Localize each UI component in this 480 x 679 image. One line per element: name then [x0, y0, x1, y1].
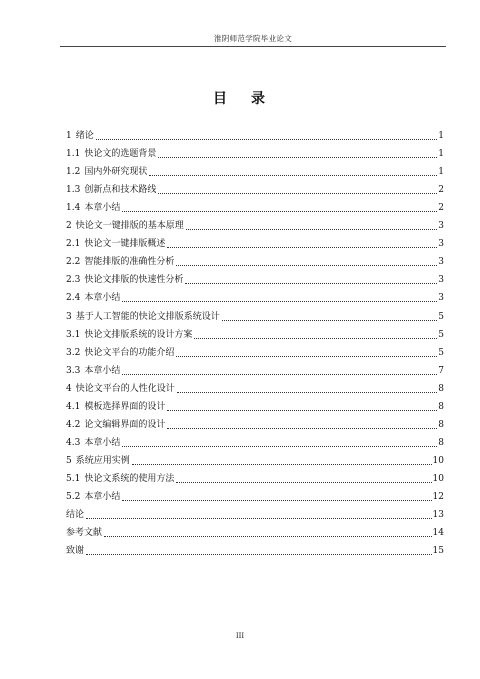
toc-entry-page: 8 [438, 401, 444, 412]
toc-entry[interactable] [66, 485, 444, 503]
toc-entry[interactable] [66, 178, 444, 196]
toc-entry-page: 13 [432, 510, 444, 521]
toc-dot-leader [122, 500, 431, 501]
toc-dot-leader [86, 518, 432, 519]
toc-entry-title: 本章小结 [84, 365, 121, 376]
toc-entry-page: 3 [438, 257, 444, 268]
toc-entry-number: 2 [66, 221, 72, 232]
toc-entry-title: 模板选择界面的设计 [84, 401, 166, 412]
toc-entry-title: 快论文排版系统的设计方案 [84, 329, 193, 340]
toc-entry[interactable] [66, 431, 444, 449]
toc-entry-number: 4.2 [66, 419, 81, 430]
toc-entry[interactable] [66, 539, 444, 557]
toc-entry-number: 4 [66, 383, 72, 394]
toc-entry-number: 5.1 [66, 473, 81, 484]
toc-dot-leader [96, 139, 438, 140]
toc-entry[interactable] [66, 395, 444, 413]
toc-entry-page: 10 [432, 473, 444, 484]
toc-entry-number: 3.2 [66, 347, 81, 358]
toc-entry[interactable] [66, 160, 444, 178]
toc-entry-title: 快论文排版的快速性分析 [84, 275, 184, 286]
toc-entry-number: 2.4 [66, 293, 81, 304]
toc-dot-leader [86, 554, 432, 555]
toc-dot-leader [176, 265, 437, 266]
toc-title [0, 88, 480, 108]
toc-dot-leader [104, 536, 432, 537]
toc-entry-page: 7 [438, 365, 444, 376]
toc-entry[interactable] [66, 214, 444, 232]
toc-entry-number: 3 [66, 311, 72, 322]
toc-entry-title: 创新点和技术路线 [84, 185, 157, 196]
toc-entry[interactable] [66, 286, 444, 304]
toc-dot-leader [149, 175, 437, 176]
toc-entry-page: 1 [438, 131, 444, 142]
toc-entry-page: 15 [432, 546, 444, 557]
toc-entry-page: 2 [438, 203, 444, 214]
toc-entry-page: 3 [438, 275, 444, 286]
toc-dot-leader [176, 482, 431, 483]
toc-entry[interactable] [66, 377, 444, 395]
toc-entry-number: 1.2 [66, 167, 81, 178]
toc-entry[interactable] [66, 467, 444, 485]
running-header: 淮阴师范学院毕业论文 [214, 34, 292, 43]
toc-entry-title: 本章小结 [84, 491, 121, 502]
toc-dot-leader [122, 211, 437, 212]
toc-entry-title: 论文编辑界面的设计 [84, 419, 166, 430]
toc-dot-leader [122, 374, 437, 375]
toc-entry-title: 快论文的选题背景 [84, 149, 157, 160]
toc-entry-page: 2 [438, 185, 444, 196]
toc-entry-number: 1 [66, 131, 72, 142]
toc-entry-page: 5 [438, 311, 444, 322]
toc-entry-title: 快论文一键排版概述 [84, 239, 166, 250]
toc-entry-number: 2.1 [66, 239, 81, 250]
toc-dot-leader [185, 283, 437, 284]
toc-entry-title: 致谢 [66, 546, 85, 557]
toc-entry-title: 系统应用实例 [75, 455, 130, 466]
toc-entry-page: 8 [438, 437, 444, 448]
toc-entry-title: 本章小结 [84, 203, 121, 214]
toc-entry[interactable] [66, 503, 444, 521]
toc-dot-leader [122, 301, 437, 302]
header-divider [60, 46, 446, 47]
page-number: III [235, 632, 245, 640]
toc-entry-page: 5 [438, 347, 444, 358]
toc-dot-leader [186, 229, 438, 230]
toc-entry-page: 1 [438, 149, 444, 160]
toc-entry-number: 1.1 [66, 149, 81, 160]
toc-entry-title: 快论文平台的功能介绍 [84, 347, 175, 358]
toc-entry-number: 4.3 [66, 437, 81, 448]
toc-entry-title: 快论文平台的人性化设计 [75, 383, 175, 394]
toc-entry-number: 1.4 [66, 203, 81, 214]
toc-entry-title: 快论文系统的使用方法 [84, 473, 175, 484]
toc-entry-title: 本章小结 [84, 437, 121, 448]
toc-entry[interactable] [66, 323, 444, 341]
toc-dot-leader [122, 446, 437, 447]
toc-entry[interactable] [66, 449, 444, 467]
toc-entry[interactable] [66, 521, 444, 539]
toc-entry[interactable] [66, 124, 444, 142]
toc-entry-title: 结论 [66, 510, 85, 521]
toc-entry[interactable] [66, 268, 444, 286]
toc-entry-title: 绪论 [75, 131, 94, 142]
toc-entry-title: 国内外研究现状 [84, 167, 148, 178]
toc-entry-page: 5 [438, 329, 444, 340]
toc-entry-number: 5.2 [66, 491, 81, 502]
toc-entry[interactable] [66, 304, 444, 322]
toc-title-left: 目 [213, 91, 229, 107]
toc-entry[interactable] [66, 232, 444, 250]
toc-entry-number: 5 [66, 455, 72, 466]
toc-entry-page: 3 [438, 221, 444, 232]
toc-dot-leader [177, 392, 438, 393]
toc-dot-leader [158, 193, 437, 194]
toc-entry[interactable] [66, 142, 444, 160]
toc-entry-title: 基于人工智能的快论文排版系统设计 [75, 311, 220, 322]
toc-entry-number: 1.3 [66, 185, 81, 196]
toc-entry-page: 12 [432, 491, 444, 502]
table-of-contents [66, 124, 444, 557]
toc-entry-page: 8 [438, 419, 444, 430]
toc-entry-number: 3.1 [66, 329, 81, 340]
toc-entry-page: 1 [438, 167, 444, 178]
toc-entry-title: 本章小结 [84, 293, 121, 304]
toc-entry-number: 2.2 [66, 257, 81, 268]
toc-entry-page: 3 [438, 239, 444, 250]
toc-dot-leader [167, 428, 437, 429]
toc-entry-number: 4.1 [66, 401, 81, 412]
toc-dot-leader [194, 338, 437, 339]
toc-dot-leader [167, 247, 437, 248]
toc-entry-title: 智能排版的准确性分析 [84, 257, 175, 268]
toc-entry-page: 14 [432, 528, 444, 539]
toc-dot-leader [158, 157, 437, 158]
toc-dot-leader [222, 320, 438, 321]
toc-entry-page: 8 [438, 383, 444, 394]
toc-entry-title: 快论文一键排版的基本原理 [75, 221, 184, 232]
toc-entry[interactable] [66, 341, 444, 359]
toc-entry[interactable] [66, 196, 444, 214]
toc-dot-leader [132, 464, 432, 465]
toc-entry-number: 2.3 [66, 275, 81, 286]
toc-entry[interactable] [66, 359, 444, 377]
toc-entry[interactable] [66, 413, 444, 431]
toc-title-right: 录 [251, 91, 267, 107]
toc-entry[interactable] [66, 250, 444, 268]
toc-entry-number: 3.3 [66, 365, 81, 376]
toc-entry-page: 3 [438, 293, 444, 304]
toc-dot-leader [176, 356, 437, 357]
toc-entry-page: 10 [432, 455, 444, 466]
toc-entry-title: 参考文献 [66, 528, 103, 539]
toc-dot-leader [167, 410, 437, 411]
